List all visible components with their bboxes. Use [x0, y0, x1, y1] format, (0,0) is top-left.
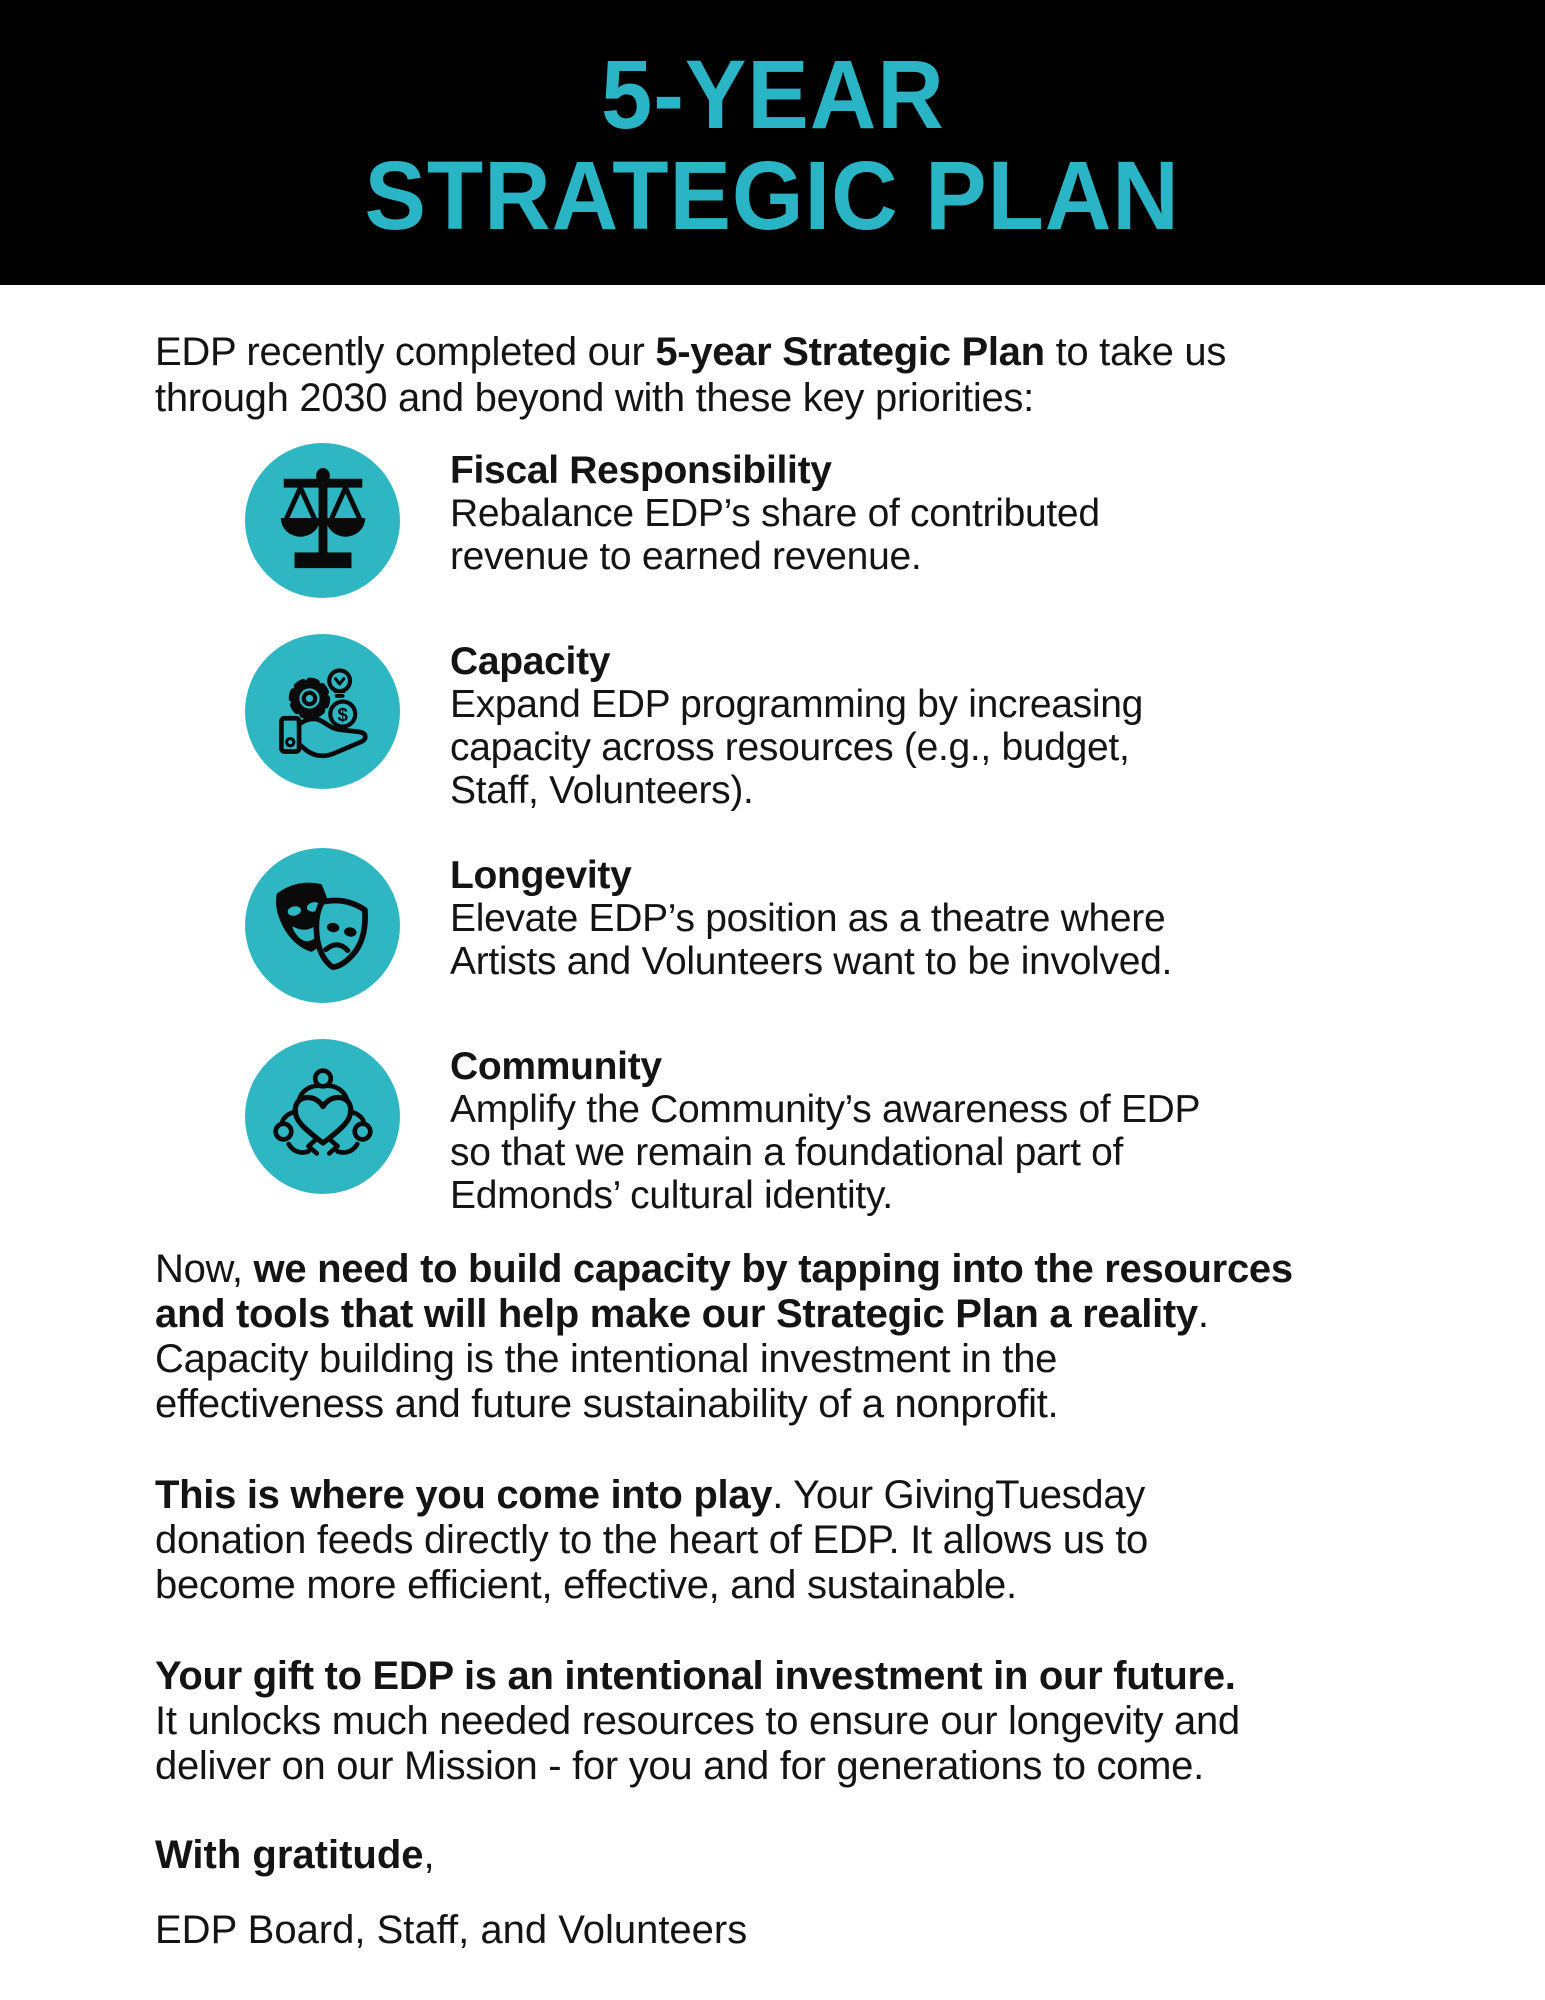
page-title-line-2: STRATEGIC PLAN: [364, 140, 1181, 250]
priority-item-fiscal-responsibility: [155, 443, 1435, 598]
priority-line: capacity across resources (e.g., budget,: [450, 726, 1130, 769]
capacity-hand-icon: [271, 660, 375, 764]
signature-line: EDP Board, Staff, and Volunteers: [155, 1908, 748, 1952]
dollar-symbol: $: [337, 703, 348, 725]
priority-line: revenue to earned revenue.: [450, 535, 922, 578]
priority-title: Community: [450, 1045, 662, 1088]
paragraph-line: Capacity building is the intentional investment in the: [155, 1337, 1058, 1381]
paragraph-line: It unlocks much needed resources to ensure our longevity and: [155, 1699, 1240, 1743]
community-heart-icon: [271, 1065, 375, 1169]
priority-line: Amplify the Community’s awareness of EDP: [450, 1088, 1201, 1131]
paragraph-line: Now, we need to build capacity by tapping into the resources: [155, 1247, 1293, 1291]
priority-title: Fiscal Responsibility: [450, 449, 832, 492]
icon-circle: [245, 848, 400, 1003]
giving-tuesday-paragraph: [155, 1473, 1435, 1608]
priority-text: [450, 848, 1172, 983]
header-banner: [0, 0, 1545, 285]
priority-text: [450, 634, 1143, 812]
priority-line: Expand EDP programming by increasing: [450, 683, 1144, 726]
priority-text: [450, 443, 1100, 578]
priority-line: Rebalance EDP’s share of contributed: [450, 492, 1100, 535]
gift-investment-paragraph: [155, 1654, 1435, 1789]
intro-paragraph: [155, 329, 1435, 421]
priority-line: so that we remain a foundational part of: [450, 1131, 1124, 1174]
paragraph-line: donation feeds directly to the heart of EDP. It allows us to: [155, 1518, 1148, 1562]
icon-circle: [245, 634, 400, 789]
paragraph-line: deliver on our Mission - for you and for generations to come.: [155, 1744, 1204, 1788]
icon-circle: [245, 1039, 400, 1194]
capacity-building-paragraph: [155, 1247, 1435, 1427]
gratitude-line: With gratitude,: [155, 1833, 435, 1877]
scales-icon: [272, 467, 374, 575]
priority-item-capacity: [155, 634, 1435, 812]
paragraph-line: This is where you come into play. Your GivingTuesday: [155, 1473, 1145, 1517]
paragraph-line: effectiveness and future sustainability of a nonprofit.: [155, 1382, 1059, 1426]
paragraph-line: Your gift to EDP is an intentional investment in our future.: [155, 1654, 1236, 1698]
priority-line: Elevate EDP’s position as a theatre where: [450, 897, 1166, 940]
priority-line: Staff, Volunteers).: [450, 769, 754, 812]
priority-item-community: [155, 1039, 1435, 1217]
tragedy-mask: [310, 897, 367, 970]
icon-circle: [245, 443, 400, 598]
intro-line-1: EDP recently completed our 5-year Strategic Plan to take us: [155, 330, 1227, 374]
priority-line: Artists and Volunteers want to be involved.: [450, 940, 1173, 983]
priority-title: Longevity: [450, 854, 632, 897]
theatre-masks-icon: [266, 871, 380, 981]
page-title-line-1: 5-YEAR: [600, 39, 945, 149]
paragraph-line: become more efficient, effective, and sustainable.: [155, 1563, 1017, 1607]
priority-text: [450, 1039, 1200, 1217]
priority-title: Capacity: [450, 640, 611, 683]
priority-item-longevity: [155, 848, 1435, 1003]
intro-line-2: through 2030 and beyond with these key priorities:: [155, 376, 1034, 420]
flyer-body: [0, 329, 1545, 1953]
priorities-list: [155, 443, 1435, 1217]
priority-line: Edmonds’ cultural identity.: [450, 1174, 893, 1217]
paragraph-line: and tools that will help make our Strategic Plan a reality.: [155, 1292, 1209, 1336]
